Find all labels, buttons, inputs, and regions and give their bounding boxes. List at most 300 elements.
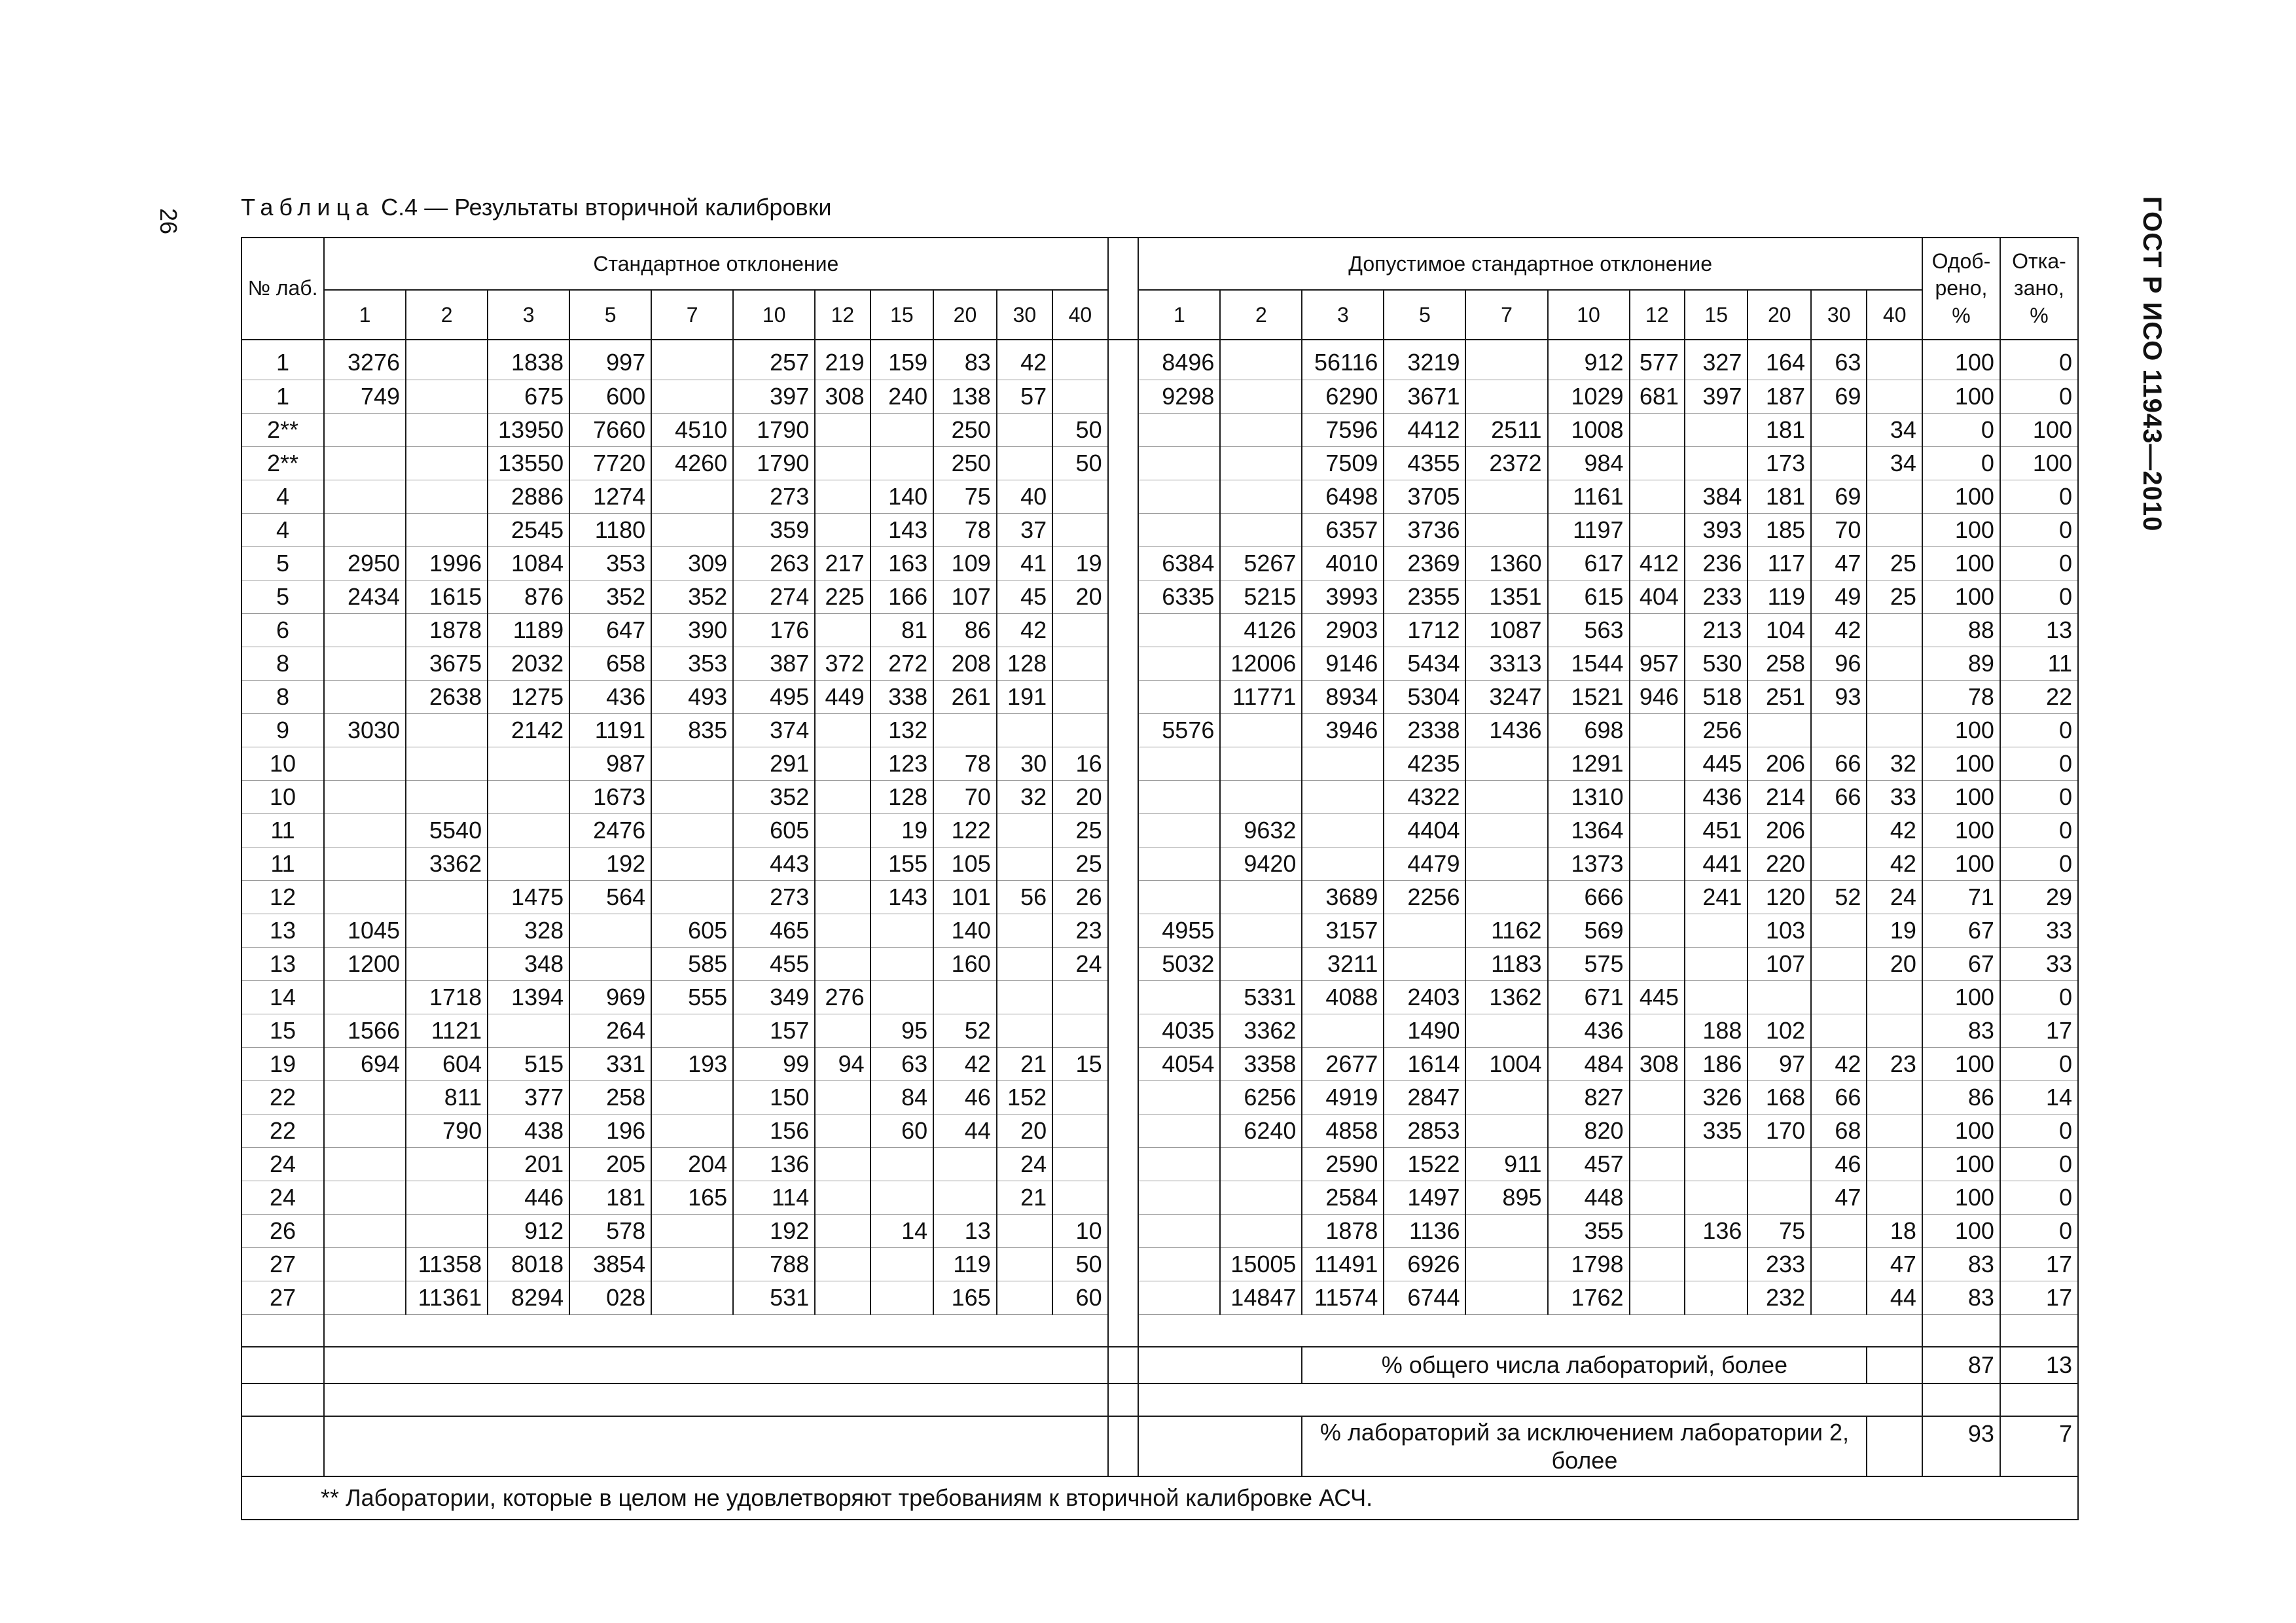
value-cell: 946 [1630, 680, 1685, 713]
value-cell [488, 780, 569, 813]
value-cell: 681 [1630, 380, 1685, 413]
lab-number-cell: 1 [242, 380, 324, 413]
value-cell: 7720 [569, 446, 651, 480]
value-cell [1630, 713, 1685, 747]
header-std-size: 10 [733, 290, 815, 340]
value-cell: 446 [488, 1181, 569, 1214]
value-cell: 3157 [1302, 914, 1384, 947]
value-cell: 876 [488, 580, 569, 613]
value-cell [997, 947, 1052, 980]
value-cell [1465, 480, 1547, 513]
value-cell: 26 [1052, 880, 1107, 914]
value-cell [324, 880, 406, 914]
value-cell [1630, 1014, 1685, 1047]
value-cell [1465, 346, 1547, 380]
header-allow-size: 15 [1685, 290, 1748, 340]
value-cell: 185 [1748, 513, 1811, 546]
value-cell: 0 [2000, 480, 2078, 513]
header-rejected: Отка-зано, % [2000, 238, 2078, 340]
value-cell: 564 [569, 880, 651, 914]
summary-excl-approved: 93 [1922, 1416, 2000, 1476]
value-cell: 52 [933, 1014, 997, 1047]
value-cell: 390 [651, 613, 733, 647]
value-cell: 2677 [1302, 1047, 1384, 1080]
value-cell [1465, 1014, 1547, 1047]
value-cell: 66 [1811, 1080, 1867, 1114]
value-cell: 2032 [488, 647, 569, 680]
column-gap [1108, 1214, 1139, 1247]
value-cell [997, 980, 1052, 1014]
value-cell: 63 [1811, 346, 1867, 380]
value-cell: 820 [1548, 1114, 1630, 1147]
summary-total-label: % общего числа лабораторий, более [1302, 1347, 1867, 1383]
value-cell: 7509 [1302, 446, 1384, 480]
lab-number-cell: 6 [242, 613, 324, 647]
summary-total-rejected: 13 [2000, 1347, 2078, 1383]
value-cell [324, 780, 406, 813]
value-cell: 5304 [1384, 680, 1465, 713]
value-cell [1138, 1080, 1220, 1114]
value-cell [997, 713, 1052, 747]
header-std-size: 7 [651, 290, 733, 340]
value-cell [1867, 513, 1922, 546]
value-cell: 56116 [1302, 346, 1384, 380]
value-cell: 13550 [488, 446, 569, 480]
value-cell: 987 [569, 747, 651, 780]
value-cell: 21 [997, 1181, 1052, 1214]
table-row [242, 847, 2078, 880]
value-cell: 225 [815, 580, 870, 613]
value-cell: 119 [1748, 580, 1811, 613]
value-cell [1220, 747, 1302, 780]
value-cell [815, 1114, 870, 1147]
value-cell [1465, 847, 1547, 880]
value-cell: 100 [1922, 1214, 2000, 1247]
value-cell: 1497 [1384, 1181, 1465, 1214]
value-cell: 155 [870, 847, 934, 880]
value-cell: 451 [1685, 813, 1748, 847]
value-cell [1811, 947, 1867, 980]
value-cell [1748, 980, 1811, 1014]
value-cell: 57 [997, 380, 1052, 413]
value-cell: 60 [870, 1114, 934, 1147]
value-cell: 1087 [1465, 613, 1547, 647]
value-cell: 93 [1811, 680, 1867, 713]
column-gap [1108, 1080, 1139, 1114]
value-cell [1867, 1181, 1922, 1214]
value-cell [1302, 780, 1384, 813]
value-cell: 114 [733, 1181, 815, 1214]
lab-number-cell: 11 [242, 813, 324, 847]
value-cell: 165 [933, 1281, 997, 1314]
value-cell: 193 [651, 1047, 733, 1080]
value-cell [1052, 1014, 1107, 1047]
value-cell: 436 [1685, 780, 1748, 813]
value-cell: 3358 [1220, 1047, 1302, 1080]
value-cell: 83 [1922, 1247, 2000, 1281]
value-cell [1811, 1247, 1867, 1281]
caption-text: С.4 — Результаты вторичной калибровки [381, 194, 832, 221]
value-cell [1220, 1214, 1302, 1247]
column-gap [1108, 580, 1139, 613]
value-cell [1138, 880, 1220, 914]
value-cell [1138, 1247, 1220, 1281]
value-cell: 5032 [1138, 947, 1220, 980]
value-cell: 120 [1748, 880, 1811, 914]
value-cell: 331 [569, 1047, 651, 1080]
value-cell: 33 [2000, 914, 2078, 947]
value-cell: 42 [1867, 813, 1922, 847]
value-cell: 95 [870, 1014, 934, 1047]
value-cell: 3211 [1302, 947, 1384, 980]
value-cell: 2886 [488, 480, 569, 513]
value-cell: 1521 [1548, 680, 1630, 713]
table-row [242, 1047, 2078, 1080]
value-cell [488, 1014, 569, 1047]
value-cell: 150 [733, 1080, 815, 1114]
value-cell: 404 [1630, 580, 1685, 613]
value-cell: 338 [870, 680, 934, 713]
value-cell [1220, 380, 1302, 413]
value-cell: 18 [1867, 1214, 1922, 1247]
value-cell: 163 [870, 546, 934, 580]
value-cell [1630, 1080, 1685, 1114]
table-row [242, 413, 2078, 446]
value-cell: 217 [815, 546, 870, 580]
value-cell: 9298 [1138, 380, 1220, 413]
value-cell: 6498 [1302, 480, 1384, 513]
value-cell [1138, 680, 1220, 713]
value-cell: 895 [1465, 1181, 1547, 1214]
table-caption [241, 194, 831, 221]
value-cell: 1878 [1302, 1214, 1384, 1247]
table-row [242, 580, 2078, 613]
lab-number-cell: 2** [242, 446, 324, 480]
value-cell [815, 1281, 870, 1314]
value-cell: 46 [1811, 1147, 1867, 1181]
lab-number-cell: 27 [242, 1247, 324, 1281]
value-cell [1748, 1181, 1811, 1214]
value-cell: 4510 [651, 413, 733, 446]
value-cell: 698 [1548, 713, 1630, 747]
blank-row [242, 1314, 2078, 1347]
lab-number-cell: 8 [242, 680, 324, 713]
value-cell: 578 [569, 1214, 651, 1247]
value-cell: 377 [488, 1080, 569, 1114]
value-cell: 0 [2000, 1047, 2078, 1080]
value-cell [1220, 513, 1302, 546]
value-cell [324, 480, 406, 513]
value-cell: 4919 [1302, 1080, 1384, 1114]
spacer-row [242, 340, 2078, 346]
value-cell: 94 [815, 1047, 870, 1080]
value-cell: 2590 [1302, 1147, 1384, 1181]
value-cell [1630, 613, 1685, 647]
value-cell [815, 613, 870, 647]
table-row [242, 747, 2078, 780]
value-cell: 25 [1052, 813, 1107, 847]
value-cell: 359 [733, 513, 815, 546]
value-cell: 19 [870, 813, 934, 847]
value-cell: 436 [569, 680, 651, 713]
value-cell [1138, 1114, 1220, 1147]
value-cell: 15005 [1220, 1247, 1302, 1281]
value-cell: 10 [1052, 1214, 1107, 1247]
value-cell: 1475 [488, 880, 569, 914]
value-cell: 25 [1052, 847, 1107, 880]
value-cell: 123 [870, 747, 934, 780]
value-cell [324, 1181, 406, 1214]
value-cell: 49 [1811, 580, 1867, 613]
value-cell [324, 1080, 406, 1114]
value-cell: 19 [1052, 546, 1107, 580]
value-cell: 600 [569, 380, 651, 413]
value-cell: 5540 [406, 813, 488, 847]
value-cell [324, 1114, 406, 1147]
value-cell: 156 [733, 1114, 815, 1147]
value-cell [1138, 747, 1220, 780]
value-cell: 436 [1548, 1014, 1630, 1047]
value-cell: 675 [488, 380, 569, 413]
table-row [242, 1114, 2078, 1147]
value-cell [406, 1214, 488, 1247]
value-cell [1220, 346, 1302, 380]
value-cell: 11491 [1302, 1247, 1384, 1281]
value-cell [651, 747, 733, 780]
value-cell [1220, 1181, 1302, 1214]
value-cell [997, 847, 1052, 880]
value-cell [406, 380, 488, 413]
value-cell [1811, 847, 1867, 880]
value-cell: 83 [933, 346, 997, 380]
value-cell: 261 [933, 680, 997, 713]
value-cell [1302, 847, 1384, 880]
value-cell: 30 [997, 747, 1052, 780]
value-cell: 0 [2000, 1114, 2078, 1147]
value-cell: 250 [933, 413, 997, 446]
value-cell [651, 1247, 733, 1281]
value-cell [406, 346, 488, 380]
value-cell: 11361 [406, 1281, 488, 1314]
value-cell [1138, 613, 1220, 647]
value-cell: 44 [1867, 1281, 1922, 1314]
table-row [242, 813, 2078, 847]
value-cell: 20 [1052, 580, 1107, 613]
value-cell: 349 [733, 980, 815, 1014]
value-cell: 4235 [1384, 747, 1465, 780]
value-cell [1630, 880, 1685, 914]
value-cell [324, 647, 406, 680]
value-cell: 6744 [1384, 1281, 1465, 1314]
value-cell [1138, 413, 1220, 446]
value-cell: 1566 [324, 1014, 406, 1047]
value-cell: 12006 [1220, 647, 1302, 680]
value-cell: 0 [2000, 1147, 2078, 1181]
value-cell: 128 [997, 647, 1052, 680]
value-cell: 105 [933, 847, 997, 880]
lab-number-cell: 10 [242, 747, 324, 780]
value-cell: 495 [733, 680, 815, 713]
value-cell: 42 [997, 346, 1052, 380]
header-std-size: 20 [933, 290, 997, 340]
column-gap [1108, 947, 1139, 980]
value-cell [651, 1114, 733, 1147]
header-approved: Одоб-рено, % [1922, 238, 2000, 340]
value-cell: 2847 [1384, 1080, 1465, 1114]
lab-number-cell: 5 [242, 580, 324, 613]
value-cell [997, 1247, 1052, 1281]
value-cell: 37 [997, 513, 1052, 546]
value-cell: 23 [1867, 1047, 1922, 1080]
value-cell [406, 880, 488, 914]
value-cell: 69 [1811, 380, 1867, 413]
value-cell: 605 [651, 914, 733, 947]
value-cell: 393 [1685, 513, 1748, 546]
value-cell [324, 847, 406, 880]
value-cell: 1790 [733, 446, 815, 480]
value-cell [1811, 713, 1867, 747]
value-cell: 70 [933, 780, 997, 813]
value-cell: 291 [733, 747, 815, 780]
value-cell [1630, 480, 1685, 513]
value-cell: 2142 [488, 713, 569, 747]
value-cell: 615 [1548, 580, 1630, 613]
value-cell [815, 480, 870, 513]
value-cell [1052, 713, 1107, 747]
value-cell [870, 947, 934, 980]
table-row [242, 780, 2078, 813]
table-row [242, 1214, 2078, 1247]
value-cell: 353 [651, 647, 733, 680]
value-cell: 0 [2000, 780, 2078, 813]
value-cell: 20 [1052, 780, 1107, 813]
value-cell: 1310 [1548, 780, 1630, 813]
value-cell [1384, 947, 1465, 980]
value-cell [815, 947, 870, 980]
value-cell: 63 [870, 1047, 934, 1080]
value-cell: 89 [1922, 647, 2000, 680]
lab-number-cell: 8 [242, 647, 324, 680]
value-cell: 1274 [569, 480, 651, 513]
value-cell: 1712 [1384, 613, 1465, 647]
value-cell: 136 [1685, 1214, 1748, 1247]
column-gap [1108, 1047, 1139, 1080]
value-cell [406, 713, 488, 747]
table-row [242, 1281, 2078, 1314]
value-cell: 493 [651, 680, 733, 713]
value-cell [1138, 480, 1220, 513]
value-cell [1052, 380, 1107, 413]
value-cell [651, 480, 733, 513]
value-cell [870, 413, 934, 446]
value-cell [1630, 1281, 1685, 1314]
value-cell [997, 1014, 1052, 1047]
value-cell [406, 947, 488, 980]
column-gap [1108, 647, 1139, 680]
value-cell: 3276 [324, 346, 406, 380]
value-cell: 23 [1052, 914, 1107, 947]
value-cell: 0 [2000, 546, 2078, 580]
value-cell [324, 1281, 406, 1314]
value-cell: 100 [1922, 1181, 2000, 1214]
value-cell [488, 747, 569, 780]
table-row [242, 1014, 2078, 1047]
value-cell [1138, 1281, 1220, 1314]
value-cell: 96 [1811, 647, 1867, 680]
value-cell: 109 [933, 546, 997, 580]
value-cell: 2638 [406, 680, 488, 713]
table-row [242, 546, 2078, 580]
value-cell: 647 [569, 613, 651, 647]
value-cell: 575 [1548, 947, 1630, 980]
value-cell: 24 [1052, 947, 1107, 980]
value-cell: 233 [1748, 1247, 1811, 1281]
value-cell: 1189 [488, 613, 569, 647]
value-cell [1302, 1014, 1384, 1047]
header-std-size: 5 [569, 290, 651, 340]
value-cell: 749 [324, 380, 406, 413]
value-cell: 17 [2000, 1247, 2078, 1281]
value-cell [1685, 947, 1748, 980]
value-cell [324, 413, 406, 446]
column-gap [1108, 446, 1139, 480]
value-cell: 50 [1052, 446, 1107, 480]
value-cell: 46 [933, 1080, 997, 1114]
value-cell: 6290 [1302, 380, 1384, 413]
value-cell: 6256 [1220, 1080, 1302, 1114]
value-cell: 86 [933, 613, 997, 647]
value-cell: 1121 [406, 1014, 488, 1047]
value-cell [1302, 813, 1384, 847]
value-cell: 42 [1811, 1047, 1867, 1080]
value-cell [997, 413, 1052, 446]
header-std-size: 2 [406, 290, 488, 340]
value-cell: 4035 [1138, 1014, 1220, 1047]
value-cell: 2372 [1465, 446, 1547, 480]
value-cell: 465 [733, 914, 815, 947]
value-cell: 42 [997, 613, 1052, 647]
value-cell [1384, 914, 1465, 947]
value-cell: 170 [1748, 1114, 1811, 1147]
value-cell: 5267 [1220, 546, 1302, 580]
value-cell: 8294 [488, 1281, 569, 1314]
value-cell [815, 1147, 870, 1181]
value-cell [406, 480, 488, 513]
value-cell: 68 [1811, 1114, 1867, 1147]
value-cell [1867, 1080, 1922, 1114]
value-cell: 272 [870, 647, 934, 680]
value-cell: 0 [2000, 1214, 2078, 1247]
value-cell: 1004 [1465, 1047, 1547, 1080]
value-cell: 531 [733, 1281, 815, 1314]
header-allow-size: 20 [1748, 290, 1811, 340]
header-allow-size: 30 [1811, 290, 1867, 340]
value-cell: 17 [2000, 1014, 2078, 1047]
value-cell: 188 [1685, 1014, 1748, 1047]
value-cell: 3362 [406, 847, 488, 880]
value-cell: 273 [733, 480, 815, 513]
value-cell: 412 [1630, 546, 1685, 580]
value-cell: 50 [1052, 413, 1107, 446]
value-cell [1630, 513, 1685, 546]
value-cell: 157 [733, 1014, 815, 1047]
value-cell: 1364 [1548, 813, 1630, 847]
lab-number-cell: 26 [242, 1214, 324, 1247]
value-cell: 100 [1922, 546, 2000, 580]
value-cell: 78 [933, 747, 997, 780]
value-cell: 2355 [1384, 580, 1465, 613]
value-cell [815, 1014, 870, 1047]
